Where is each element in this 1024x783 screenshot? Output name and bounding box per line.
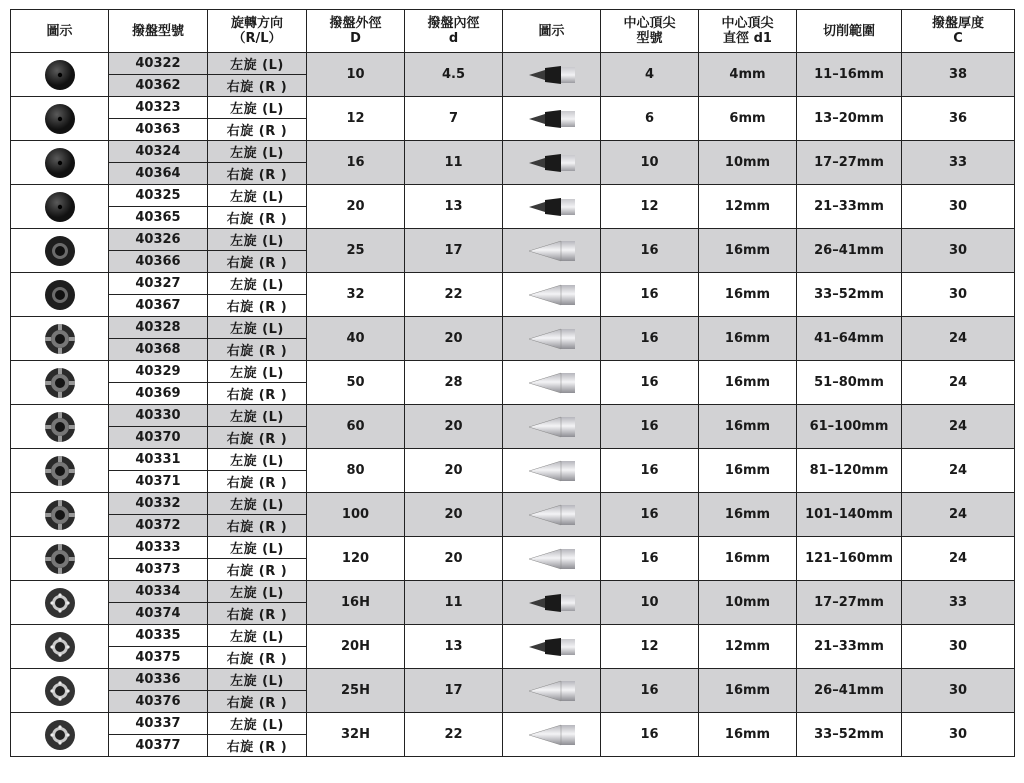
direction-left-cell: 左旋 (L) xyxy=(208,405,307,427)
cutting-range-cell: 21–33mm xyxy=(797,625,902,669)
direction-left-cell: 左旋 (L) xyxy=(208,317,307,339)
inner-diameter-cell: 28 xyxy=(405,361,503,405)
direction-right-cell: 右旋 (R ) xyxy=(208,735,307,757)
drive-plate-solid-icon xyxy=(11,145,108,181)
outer-diameter-cell: 60 xyxy=(307,405,405,449)
direction-left-cell: 左旋 (L) xyxy=(208,97,307,119)
header-center-diameter: 中心頂尖 直徑 d1 xyxy=(699,10,797,53)
drive-plate-solid-icon xyxy=(11,57,108,93)
center-point-image xyxy=(503,493,601,537)
cutting-range-cell: 101–140mm xyxy=(797,493,902,537)
model-left-cell: 40330 xyxy=(109,405,208,427)
drive-plate-toothed-icon xyxy=(11,629,108,665)
model-right-cell: 40364 xyxy=(109,163,208,185)
drive-plate-slotted-icon xyxy=(11,409,108,445)
outer-diameter-cell: 50 xyxy=(307,361,405,405)
center-point-steel-icon xyxy=(503,282,600,308)
center-point-image xyxy=(503,53,601,97)
center-point-image xyxy=(503,185,601,229)
center-model-cell: 16 xyxy=(601,713,699,757)
center-diameter-cell: 16mm xyxy=(699,405,797,449)
direction-right-cell: 右旋 (R ) xyxy=(208,691,307,713)
center-diameter-cell: 16mm xyxy=(699,669,797,713)
table-row xyxy=(11,141,1015,163)
cutting-range-cell: 121–160mm xyxy=(797,537,902,581)
table-row xyxy=(11,185,1015,207)
header-rotation: 旋轉方向 （R/L） xyxy=(208,10,307,53)
drive-plate-image xyxy=(11,625,109,669)
center-point-steel-icon xyxy=(503,326,600,352)
drive-plate-image xyxy=(11,229,109,273)
drive-plate-slotted-icon xyxy=(11,497,108,533)
outer-diameter-cell: 32H xyxy=(307,713,405,757)
center-model-cell: 16 xyxy=(601,317,699,361)
center-point-steel-icon xyxy=(503,546,600,572)
direction-left-cell: 左旋 (L) xyxy=(208,669,307,691)
center-point-carbide-icon xyxy=(503,590,600,616)
model-left-cell: 40326 xyxy=(109,229,208,251)
drive-plate-toothed-icon xyxy=(11,673,108,709)
outer-diameter-cell: 16H xyxy=(307,581,405,625)
center-point-image xyxy=(503,97,601,141)
outer-diameter-cell: 80 xyxy=(307,449,405,493)
model-right-cell: 40363 xyxy=(109,119,208,141)
cutting-range-cell: 17–27mm xyxy=(797,141,902,185)
center-point-steel-icon xyxy=(503,502,600,528)
outer-diameter-cell: 25 xyxy=(307,229,405,273)
outer-diameter-cell: 16 xyxy=(307,141,405,185)
header-inner-diameter: 撥盤內徑 d xyxy=(405,10,503,53)
thickness-cell: 33 xyxy=(902,141,1015,185)
cutting-range-cell: 17–27mm xyxy=(797,581,902,625)
center-point-steel-icon xyxy=(503,238,600,264)
thickness-cell: 24 xyxy=(902,449,1015,493)
outer-diameter-cell: 100 xyxy=(307,493,405,537)
header-cutting-range: 切削範圍 xyxy=(797,10,902,53)
header-model: 撥盤型號 xyxy=(109,10,208,53)
model-right-cell: 40367 xyxy=(109,295,208,317)
cutting-range-cell: 33–52mm xyxy=(797,713,902,757)
thickness-cell: 33 xyxy=(902,581,1015,625)
center-point-image xyxy=(503,537,601,581)
drive-plate-image xyxy=(11,141,109,185)
center-diameter-cell: 12mm xyxy=(699,625,797,669)
direction-right-cell: 右旋 (R ) xyxy=(208,75,307,97)
center-diameter-cell: 16mm xyxy=(699,273,797,317)
direction-right-cell: 右旋 (R ) xyxy=(208,647,307,669)
direction-right-cell: 右旋 (R ) xyxy=(208,603,307,625)
center-diameter-cell: 16mm xyxy=(699,229,797,273)
direction-left-cell: 左旋 (L) xyxy=(208,493,307,515)
outer-diameter-cell: 10 xyxy=(307,53,405,97)
thickness-cell: 24 xyxy=(902,493,1015,537)
center-point-carbide-icon xyxy=(503,62,600,88)
drive-plate-spec-table xyxy=(10,9,1015,757)
drive-plate-image xyxy=(11,97,109,141)
thickness-cell: 24 xyxy=(902,537,1015,581)
thickness-cell: 30 xyxy=(902,229,1015,273)
center-point-carbide-icon xyxy=(503,150,600,176)
outer-diameter-cell: 20 xyxy=(307,185,405,229)
thickness-cell: 30 xyxy=(902,273,1015,317)
center-point-steel-icon xyxy=(503,678,600,704)
drive-plate-image xyxy=(11,405,109,449)
center-diameter-cell: 16mm xyxy=(699,317,797,361)
table-row xyxy=(11,361,1015,383)
center-model-cell: 16 xyxy=(601,669,699,713)
model-left-cell: 40325 xyxy=(109,185,208,207)
thickness-cell: 38 xyxy=(902,53,1015,97)
center-point-carbide-icon xyxy=(503,194,600,220)
direction-left-cell: 左旋 (L) xyxy=(208,581,307,603)
center-point-image xyxy=(503,141,601,185)
center-diameter-cell: 16mm xyxy=(699,361,797,405)
inner-diameter-cell: 20 xyxy=(405,449,503,493)
inner-diameter-cell: 20 xyxy=(405,405,503,449)
center-point-image xyxy=(503,669,601,713)
direction-left-cell: 左旋 (L) xyxy=(208,537,307,559)
direction-left-cell: 左旋 (L) xyxy=(208,185,307,207)
center-point-image xyxy=(503,625,601,669)
center-point-image xyxy=(503,405,601,449)
inner-diameter-cell: 17 xyxy=(405,229,503,273)
direction-left-cell: 左旋 (L) xyxy=(208,273,307,295)
model-left-cell: 40336 xyxy=(109,669,208,691)
direction-left-cell: 左旋 (L) xyxy=(208,713,307,735)
thickness-cell: 30 xyxy=(902,625,1015,669)
drive-plate-solid-icon xyxy=(11,101,108,137)
table-row xyxy=(11,405,1015,427)
header-outer-diameter: 撥盤外徑 D xyxy=(307,10,405,53)
model-left-cell: 40329 xyxy=(109,361,208,383)
model-right-cell: 40377 xyxy=(109,735,208,757)
direction-left-cell: 左旋 (L) xyxy=(208,53,307,75)
model-right-cell: 40372 xyxy=(109,515,208,537)
thickness-cell: 30 xyxy=(902,669,1015,713)
table-row xyxy=(11,273,1015,295)
model-left-cell: 40332 xyxy=(109,493,208,515)
inner-diameter-cell: 20 xyxy=(405,493,503,537)
table-row xyxy=(11,97,1015,119)
direction-right-cell: 右旋 (R ) xyxy=(208,295,307,317)
center-point-steel-icon xyxy=(503,370,600,396)
center-point-image xyxy=(503,273,601,317)
drive-plate-image xyxy=(11,53,109,97)
model-right-cell: 40375 xyxy=(109,647,208,669)
model-right-cell: 40376 xyxy=(109,691,208,713)
drive-plate-toothed-icon xyxy=(11,717,108,753)
table-row xyxy=(11,625,1015,647)
table-row xyxy=(11,317,1015,339)
drive-plate-image xyxy=(11,669,109,713)
inner-diameter-cell: 20 xyxy=(405,537,503,581)
center-model-cell: 16 xyxy=(601,273,699,317)
direction-left-cell: 左旋 (L) xyxy=(208,141,307,163)
center-diameter-cell: 16mm xyxy=(699,537,797,581)
center-point-image xyxy=(503,229,601,273)
center-diameter-cell: 12mm xyxy=(699,185,797,229)
table-row xyxy=(11,581,1015,603)
center-diameter-cell: 16mm xyxy=(699,449,797,493)
center-model-cell: 16 xyxy=(601,449,699,493)
center-model-cell: 12 xyxy=(601,185,699,229)
direction-right-cell: 右旋 (R ) xyxy=(208,251,307,273)
center-model-cell: 16 xyxy=(601,361,699,405)
center-model-cell: 16 xyxy=(601,229,699,273)
table-row xyxy=(11,53,1015,75)
inner-diameter-cell: 13 xyxy=(405,185,503,229)
center-diameter-cell: 6mm xyxy=(699,97,797,141)
inner-diameter-cell: 13 xyxy=(405,625,503,669)
header-image: 圖示 xyxy=(11,10,109,53)
direction-left-cell: 左旋 (L) xyxy=(208,229,307,251)
drive-plate-slotted-icon xyxy=(11,365,108,401)
inner-diameter-cell: 17 xyxy=(405,669,503,713)
table-row xyxy=(11,537,1015,559)
model-right-cell: 40366 xyxy=(109,251,208,273)
direction-right-cell: 右旋 (R ) xyxy=(208,163,307,185)
center-point-image xyxy=(503,449,601,493)
drive-plate-image xyxy=(11,273,109,317)
center-model-cell: 16 xyxy=(601,493,699,537)
center-diameter-cell: 16mm xyxy=(699,713,797,757)
center-point-image xyxy=(503,713,601,757)
model-right-cell: 40374 xyxy=(109,603,208,625)
center-diameter-cell: 16mm xyxy=(699,493,797,537)
cutting-range-cell: 33–52mm xyxy=(797,273,902,317)
model-left-cell: 40322 xyxy=(109,53,208,75)
outer-diameter-cell: 25H xyxy=(307,669,405,713)
drive-plate-toothed-icon xyxy=(11,585,108,621)
direction-right-cell: 右旋 (R ) xyxy=(208,427,307,449)
direction-right-cell: 右旋 (R ) xyxy=(208,383,307,405)
header-image-2: 圖示 xyxy=(503,10,601,53)
model-left-cell: 40324 xyxy=(109,141,208,163)
outer-diameter-cell: 120 xyxy=(307,537,405,581)
direction-right-cell: 右旋 (R ) xyxy=(208,339,307,361)
model-right-cell: 40369 xyxy=(109,383,208,405)
cutting-range-cell: 26–41mm xyxy=(797,229,902,273)
inner-diameter-cell: 22 xyxy=(405,273,503,317)
table-body xyxy=(11,53,1015,757)
drive-plate-ring-icon xyxy=(11,277,108,313)
cutting-range-cell: 26–41mm xyxy=(797,669,902,713)
outer-diameter-cell: 32 xyxy=(307,273,405,317)
center-point-carbide-icon xyxy=(503,106,600,132)
cutting-range-cell: 21–33mm xyxy=(797,185,902,229)
cutting-range-cell: 13–20mm xyxy=(797,97,902,141)
thickness-cell: 24 xyxy=(902,361,1015,405)
model-right-cell: 40373 xyxy=(109,559,208,581)
cutting-range-cell: 41–64mm xyxy=(797,317,902,361)
table-row xyxy=(11,493,1015,515)
thickness-cell: 24 xyxy=(902,317,1015,361)
cutting-range-cell: 51–80mm xyxy=(797,361,902,405)
inner-diameter-cell: 7 xyxy=(405,97,503,141)
center-diameter-cell: 10mm xyxy=(699,141,797,185)
inner-diameter-cell: 11 xyxy=(405,581,503,625)
drive-plate-image xyxy=(11,185,109,229)
model-right-cell: 40362 xyxy=(109,75,208,97)
direction-right-cell: 右旋 (R ) xyxy=(208,471,307,493)
model-left-cell: 40337 xyxy=(109,713,208,735)
model-left-cell: 40335 xyxy=(109,625,208,647)
inner-diameter-cell: 4.5 xyxy=(405,53,503,97)
center-point-steel-icon xyxy=(503,414,600,440)
model-right-cell: 40371 xyxy=(109,471,208,493)
model-left-cell: 40331 xyxy=(109,449,208,471)
center-point-image xyxy=(503,317,601,361)
drive-plate-image xyxy=(11,493,109,537)
drive-plate-image xyxy=(11,713,109,757)
table-row xyxy=(11,229,1015,251)
direction-right-cell: 右旋 (R ) xyxy=(208,119,307,141)
center-diameter-cell: 4mm xyxy=(699,53,797,97)
drive-plate-image xyxy=(11,361,109,405)
drive-plate-image xyxy=(11,449,109,493)
thickness-cell: 36 xyxy=(902,97,1015,141)
direction-right-cell: 右旋 (R ) xyxy=(208,207,307,229)
center-model-cell: 16 xyxy=(601,405,699,449)
model-left-cell: 40323 xyxy=(109,97,208,119)
table-row xyxy=(11,669,1015,691)
model-left-cell: 40334 xyxy=(109,581,208,603)
thickness-cell: 24 xyxy=(902,405,1015,449)
model-right-cell: 40365 xyxy=(109,207,208,229)
drive-plate-image xyxy=(11,581,109,625)
drive-plate-slotted-icon xyxy=(11,321,108,357)
drive-plate-image xyxy=(11,317,109,361)
center-point-carbide-icon xyxy=(503,634,600,660)
center-point-image xyxy=(503,361,601,405)
center-point-steel-icon xyxy=(503,458,600,484)
center-point-steel-icon xyxy=(503,722,600,748)
center-model-cell: 10 xyxy=(601,141,699,185)
header-thickness: 撥盤厚度 C xyxy=(902,10,1015,53)
center-model-cell: 4 xyxy=(601,53,699,97)
cutting-range-cell: 61–100mm xyxy=(797,405,902,449)
center-diameter-cell: 10mm xyxy=(699,581,797,625)
inner-diameter-cell: 22 xyxy=(405,713,503,757)
outer-diameter-cell: 20H xyxy=(307,625,405,669)
model-right-cell: 40370 xyxy=(109,427,208,449)
center-model-cell: 12 xyxy=(601,625,699,669)
center-model-cell: 6 xyxy=(601,97,699,141)
drive-plate-solid-icon xyxy=(11,189,108,225)
table-row xyxy=(11,449,1015,471)
model-left-cell: 40333 xyxy=(109,537,208,559)
direction-left-cell: 左旋 (L) xyxy=(208,449,307,471)
center-point-image xyxy=(503,581,601,625)
model-left-cell: 40328 xyxy=(109,317,208,339)
thickness-cell: 30 xyxy=(902,713,1015,757)
drive-plate-image xyxy=(11,537,109,581)
center-model-cell: 16 xyxy=(601,537,699,581)
direction-left-cell: 左旋 (L) xyxy=(208,625,307,647)
model-right-cell: 40368 xyxy=(109,339,208,361)
outer-diameter-cell: 40 xyxy=(307,317,405,361)
center-model-cell: 10 xyxy=(601,581,699,625)
direction-left-cell: 左旋 (L) xyxy=(208,361,307,383)
outer-diameter-cell: 12 xyxy=(307,97,405,141)
cutting-range-cell: 81–120mm xyxy=(797,449,902,493)
inner-diameter-cell: 20 xyxy=(405,317,503,361)
drive-plate-slotted-icon xyxy=(11,453,108,489)
table-row xyxy=(11,713,1015,735)
direction-right-cell: 右旋 (R ) xyxy=(208,559,307,581)
direction-right-cell: 右旋 (R ) xyxy=(208,515,307,537)
inner-diameter-cell: 11 xyxy=(405,141,503,185)
header-row xyxy=(11,10,1015,53)
model-left-cell: 40327 xyxy=(109,273,208,295)
cutting-range-cell: 11–16mm xyxy=(797,53,902,97)
drive-plate-ring-icon xyxy=(11,233,108,269)
thickness-cell: 30 xyxy=(902,185,1015,229)
drive-plate-slotted-icon xyxy=(11,541,108,577)
header-center-model: 中心頂尖 型號 xyxy=(601,10,699,53)
